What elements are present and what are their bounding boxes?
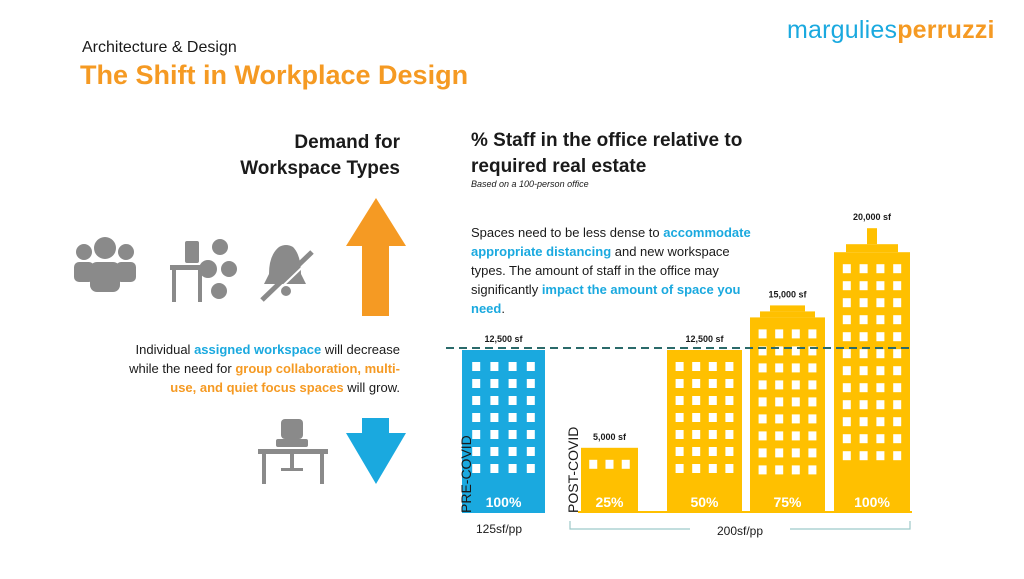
building-window: [692, 430, 700, 439]
building-window: [692, 413, 700, 422]
building-window: [775, 397, 783, 406]
building-window: [509, 464, 517, 473]
building-window: [893, 417, 901, 426]
building-window: [709, 396, 717, 405]
building-window: [860, 400, 868, 409]
building-window: [725, 413, 733, 422]
building-window: [860, 434, 868, 443]
building-window: [843, 434, 851, 443]
building-window: [759, 397, 767, 406]
building-window: [876, 366, 884, 375]
building-window: [876, 264, 884, 273]
building-window: [759, 465, 767, 474]
building-window: [876, 298, 884, 307]
arrow-down-icon: [346, 418, 406, 484]
page-title: The Shift in Workplace Design: [80, 60, 469, 90]
building-window: [527, 413, 535, 422]
building-window: [843, 366, 851, 375]
building-window: [759, 414, 767, 423]
density-label-post: 200sf/pp: [716, 524, 764, 538]
building-window: [692, 464, 700, 473]
building-window: [860, 315, 868, 324]
building-window: [692, 447, 700, 456]
explanation-text: Spaces need to be less dense to accommodate appropriate distancing and new workspace types. The amount of staff in the office may significantly impact the amount of space you need.: [471, 225, 751, 316]
building-window: [692, 362, 700, 371]
area-label-3: 15,000 sf: [768, 289, 807, 300]
building-window: [527, 362, 535, 371]
building-window: [676, 396, 684, 405]
post-covid-base: [578, 511, 912, 513]
building-window: [808, 431, 816, 440]
building-window: [509, 379, 517, 388]
arrow-up-icon: [346, 198, 406, 316]
desk-chair-icon: [258, 419, 328, 484]
collaboration-desk-icon: [170, 239, 237, 302]
building-window: [759, 448, 767, 457]
building-window: [860, 332, 868, 341]
group-icon: [74, 237, 136, 292]
building-window: [893, 434, 901, 443]
building-window: [490, 379, 498, 388]
building-window: [527, 430, 535, 439]
percent-label-3: 75%: [773, 494, 802, 510]
building-window: [792, 465, 800, 474]
building-window: [808, 465, 816, 474]
building-window: [490, 464, 498, 473]
building-window: [509, 396, 517, 405]
building-window: [893, 451, 901, 460]
building-window: [792, 329, 800, 338]
building-window: [843, 281, 851, 290]
area-label-2: 12,500 sf: [685, 334, 724, 344]
building-window: [860, 383, 868, 392]
building-window: [676, 447, 684, 456]
building-window: [692, 396, 700, 405]
building-window: [893, 383, 901, 392]
building-roof-tier: [760, 311, 815, 317]
building-window: [876, 417, 884, 426]
building-window: [808, 397, 816, 406]
demand-heading: Demand for Workspace Types: [240, 132, 400, 179]
percent-label-1: 25%: [595, 494, 624, 510]
building-window: [490, 447, 498, 456]
building-window: [709, 447, 717, 456]
building-window: [759, 363, 767, 372]
building-window: [472, 413, 480, 422]
building-window: [808, 363, 816, 372]
building-window: [775, 329, 783, 338]
building-window: [775, 465, 783, 474]
building-window: [843, 383, 851, 392]
building-window: [893, 281, 901, 290]
building-window: [759, 380, 767, 389]
area-label-4: 20,000 sf: [852, 212, 892, 223]
building-window: [792, 431, 800, 440]
building-window: [893, 332, 901, 341]
building-roof-tier: [846, 244, 898, 252]
building-window: [725, 447, 733, 456]
group-label-post-covid: POST-COVID: [565, 426, 581, 513]
building-window: [509, 413, 517, 422]
building-window: [676, 430, 684, 439]
building-window: [622, 460, 630, 469]
building-window: [676, 464, 684, 473]
building-window: [509, 362, 517, 371]
building-window: [725, 430, 733, 439]
percent-label-0: 100%: [485, 494, 522, 510]
building-window: [775, 363, 783, 372]
building-window: [843, 298, 851, 307]
building-window: [527, 464, 535, 473]
building-window: [876, 349, 884, 358]
building-window: [860, 281, 868, 290]
percent-label-2: 50%: [690, 494, 719, 510]
building-window: [606, 460, 614, 469]
building-window: [860, 349, 868, 358]
building-antenna: [867, 228, 877, 244]
building-window: [792, 448, 800, 457]
workspace-note: Individual assigned workspace will decrease while the need for group collaboration, multi-use, and quiet focus spaces will grow.: [129, 342, 400, 395]
building-window: [775, 431, 783, 440]
building-window: [676, 413, 684, 422]
notification-off-icon: [262, 245, 315, 303]
building-roof-tier: [770, 305, 805, 311]
building-window: [676, 362, 684, 371]
building-window: [589, 460, 597, 469]
building-window: [843, 315, 851, 324]
building-window: [893, 400, 901, 409]
building-window: [893, 315, 901, 324]
building-window: [843, 349, 851, 358]
building-window: [509, 430, 517, 439]
building-window: [709, 362, 717, 371]
group-label-pre-covid: PRE-COVID: [458, 435, 474, 513]
chart-title: % Staff in the office relative to required real estate: [471, 130, 743, 177]
building-window: [527, 379, 535, 388]
area-label-1: 5,000 sf: [592, 431, 627, 442]
building-window: [860, 417, 868, 426]
building-window: [490, 430, 498, 439]
building-window: [725, 362, 733, 371]
building-window: [876, 315, 884, 324]
building-window: [509, 447, 517, 456]
building-window: [725, 464, 733, 473]
building-window: [808, 448, 816, 457]
building-window: [876, 332, 884, 341]
building-window: [709, 464, 717, 473]
building-window: [893, 264, 901, 273]
building-window: [876, 281, 884, 290]
building-window: [843, 451, 851, 460]
building-bar-4: [834, 252, 910, 513]
density-label-pre: 125sf/pp: [475, 522, 523, 536]
building-window: [725, 396, 733, 405]
building-window: [808, 414, 816, 423]
building-window: [860, 366, 868, 375]
building-window: [893, 366, 901, 375]
building-window: [792, 414, 800, 423]
building-window: [759, 329, 767, 338]
building-window: [843, 332, 851, 341]
building-window: [808, 329, 816, 338]
building-window: [725, 379, 733, 388]
building-window: [876, 434, 884, 443]
building-window: [490, 362, 498, 371]
building-window: [775, 380, 783, 389]
building-window: [893, 298, 901, 307]
building-window: [692, 379, 700, 388]
company-logo: marguliesperruzzi: [787, 16, 995, 44]
area-label-0: 12,500 sf: [484, 334, 523, 344]
building-window: [792, 380, 800, 389]
building-window: [843, 264, 851, 273]
building-window: [676, 379, 684, 388]
building-window: [709, 413, 717, 422]
building-window: [490, 413, 498, 422]
building-window: [527, 447, 535, 456]
building-window: [860, 264, 868, 273]
building-window: [876, 451, 884, 460]
percent-label-4: 100%: [854, 494, 890, 510]
building-window: [860, 298, 868, 307]
building-window: [709, 430, 717, 439]
building-chart: [462, 212, 912, 513]
chart-subtitle: Based on a 100-person office: [471, 179, 589, 189]
building-window: [893, 349, 901, 358]
section-label: Architecture & Design: [82, 39, 237, 56]
building-window: [792, 363, 800, 372]
building-window: [876, 383, 884, 392]
building-window: [472, 379, 480, 388]
building-window: [860, 451, 868, 460]
building-window: [775, 414, 783, 423]
building-window: [490, 396, 498, 405]
building-window: [472, 396, 480, 405]
building-window: [808, 380, 816, 389]
building-window: [792, 397, 800, 406]
building-window: [775, 448, 783, 457]
building-window: [843, 417, 851, 426]
building-window: [472, 362, 480, 371]
building-window: [709, 379, 717, 388]
building-window: [527, 396, 535, 405]
building-window: [876, 400, 884, 409]
building-window: [759, 431, 767, 440]
building-window: [843, 400, 851, 409]
